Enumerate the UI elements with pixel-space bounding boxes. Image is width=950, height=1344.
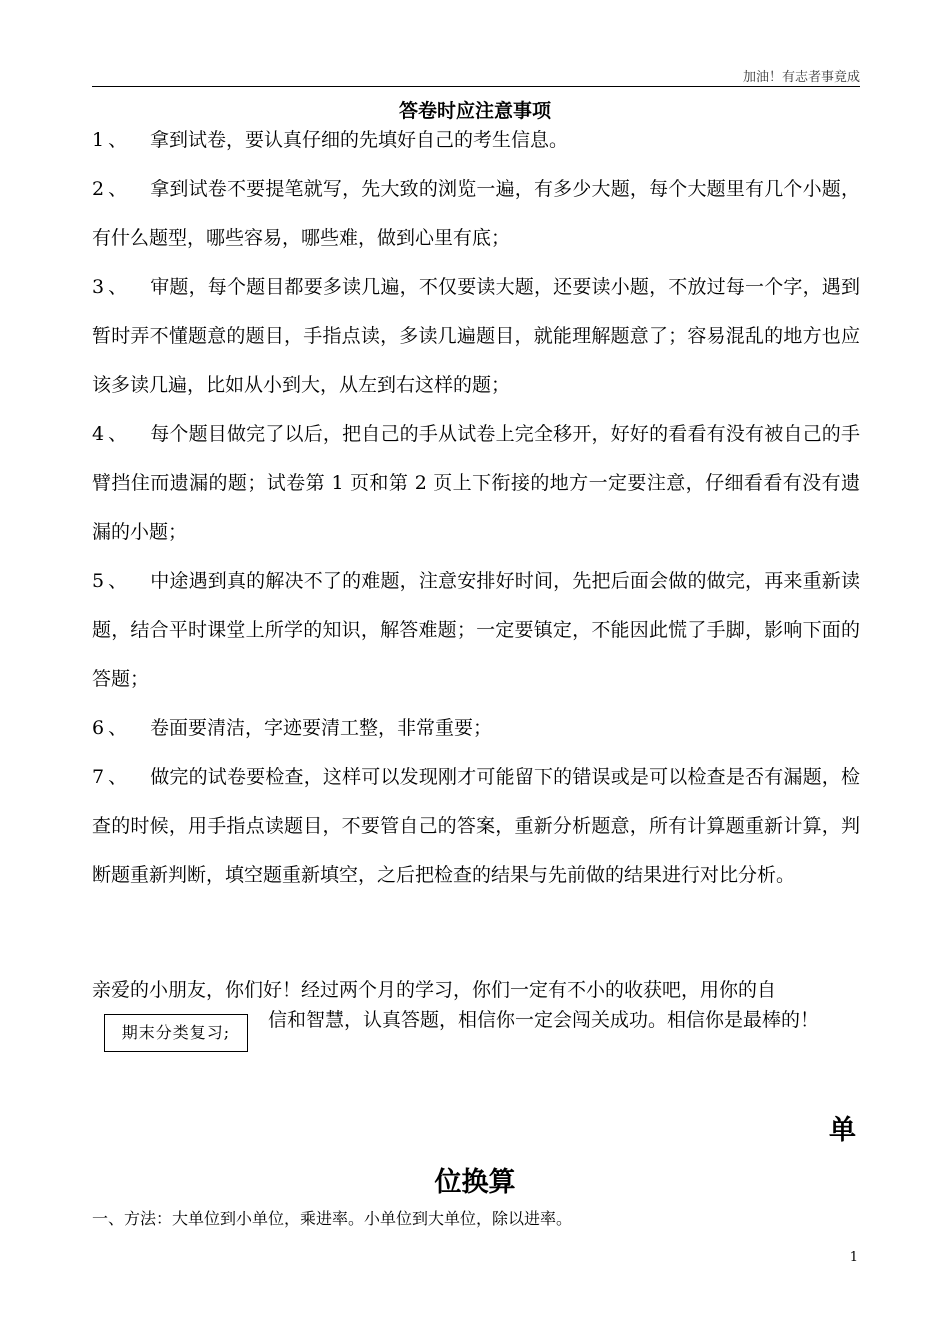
- notice-list: [92, 116, 860, 900]
- section-heading-part1: 单: [829, 1115, 856, 1146]
- item-number: 4、: [92, 423, 132, 445]
- review-label-box: 期末分类复习;: [104, 1014, 248, 1052]
- intro-line-1: 亲爱的小朋友，你们好！经过两个月的学习，你们一定有不小的收获吧，用你的自: [92, 979, 777, 1001]
- item-text: 卷面要清洁，字迹要清工整，非常重要；: [150, 717, 493, 739]
- list-item: [92, 410, 860, 557]
- list-item: [92, 165, 860, 263]
- item-text: 拿到试卷，要认真仔细的先填好自己的考生信息。: [150, 129, 569, 151]
- item-number: 5、: [92, 570, 132, 592]
- item-number: 2、: [92, 178, 132, 200]
- item-text: 中途遇到真的解决不了的难题，注意安排好时间，先把后面会做的做完，再来重新读题，结合平时课堂上所学的知识，解答难题；一定要镇定，不能因此慌了手脚，影响下面的答题；: [92, 570, 860, 690]
- page-number: 1: [849, 1250, 858, 1265]
- section-heading-part2: 位换算: [434, 1167, 516, 1198]
- page-title: 答卷时应注意事项: [398, 100, 551, 122]
- item-number: 3、: [92, 276, 132, 298]
- list-item: [92, 263, 860, 410]
- item-text: 做完的试卷要检查，这样可以发现刚才可能留下的错误或是可以检查是否有漏题，检查的时候，用手指点读题目，不要管自己的答案，重新分析题意，所有计算题重新计算，判断题重新判断，填空题重新填空，之后把检查的结果与先前做的结果进行对比分析。: [92, 766, 860, 886]
- item-text: 拿到试卷不要提笔就写，先大致的浏览一遍，有多少大题，每个大题里有几个小题，有什么题型，哪些容易，哪些难，做到心里有底；: [92, 178, 860, 249]
- item-text: 每个题目做完了以后，把自己的手从试卷上完全移开，好好的看看有没有被自己的手臂挡住而遗漏的题；试卷第 1 页和第 2 页上下衔接的地方一定要注意，仔细看看有没有遗漏的小题；: [92, 423, 860, 543]
- list-item: [92, 753, 860, 900]
- item-number: 6、: [92, 717, 132, 739]
- method-line: 一、方法：大单位到小单位，乘进率。小单位到大单位，除以进率。: [92, 1209, 573, 1228]
- item-number: 7、: [92, 766, 132, 788]
- header-divider: [92, 86, 860, 87]
- item-number: 1、: [92, 129, 132, 151]
- item-text: 审题，每个题目都要多读几遍，不仅要读大题，还要读小题，不放过每一个字，遇到暂时弄不懂题意的题目，手指点读，多读几遍题目，就能理解题意了；容易混乱的地方也应该多读几遍，比如从小到大，从左到右这样的题；: [92, 276, 860, 396]
- list-item: [92, 704, 860, 753]
- header-motto: 加油！有志者事竟成: [742, 70, 860, 85]
- list-item: [92, 557, 860, 704]
- list-item: [92, 116, 860, 165]
- intro-line-2: 信和智慧，认真答题，相信你一定会闯关成功。相信你是最棒的！: [268, 1009, 820, 1031]
